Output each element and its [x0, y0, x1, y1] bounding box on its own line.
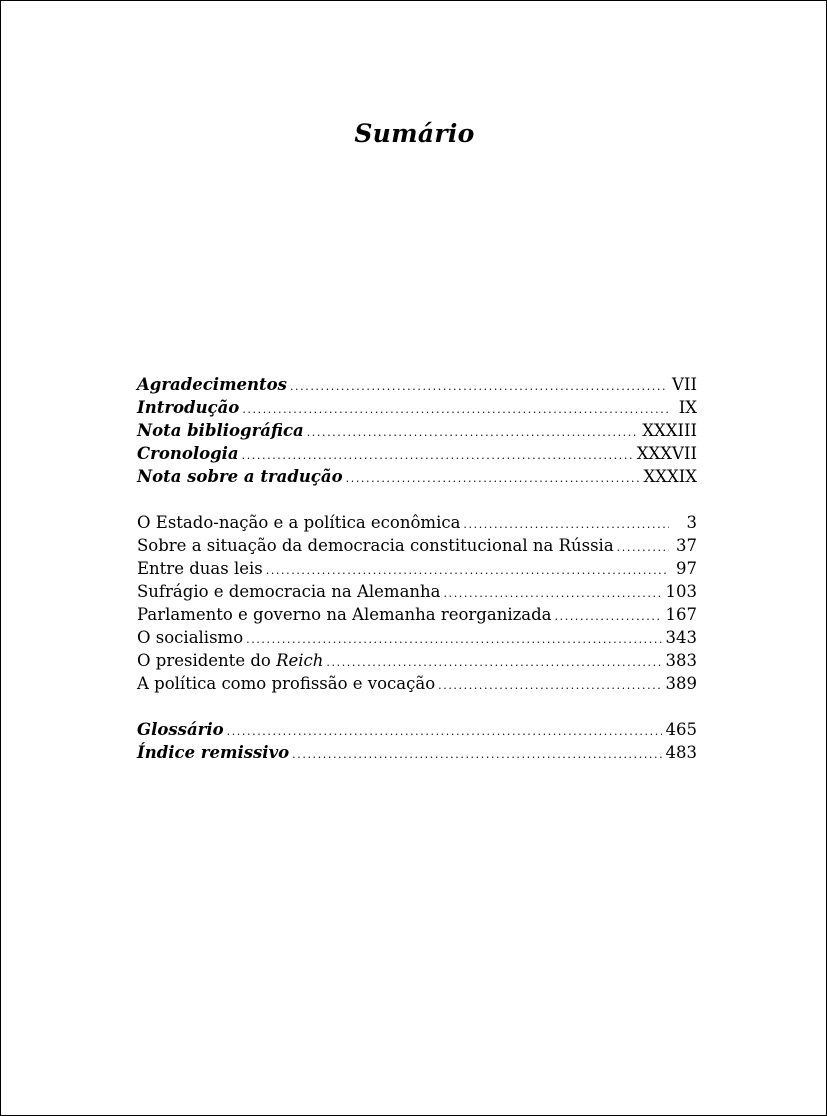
toc-entry-label: Cronologia	[137, 444, 239, 463]
toc-front-matter	[137, 373, 697, 488]
toc-entry-entre-duas-leis	[137, 557, 697, 580]
dot-leader	[227, 720, 662, 743]
toc-entry-page: 383	[665, 651, 697, 670]
toc-entry-label: Introdução	[137, 398, 240, 417]
page-title: Sumário	[354, 119, 475, 148]
toc-entry-label: Sufrágio e democracia na Alemanha	[137, 582, 441, 601]
toc-entry-label: Sobre a situação da democracia constitucional na Rússia	[137, 536, 614, 555]
toc-entry-label: O socialismo	[137, 628, 244, 647]
toc-entry-introducao	[137, 396, 697, 419]
dot-leader	[444, 582, 662, 605]
toc-entry-page: 167	[665, 605, 697, 624]
toc-entry-page: 3	[686, 513, 697, 532]
toc-entry-politica-profissao	[137, 672, 697, 695]
toc-entry-page: 97	[676, 559, 697, 578]
toc-entry-page: XXXIX	[643, 467, 697, 486]
toc-entry-label: Parlamento e governo na Alemanha reorganizada	[137, 605, 552, 624]
toc-entry-page: 103	[665, 582, 697, 601]
toc-entry-page: VII	[672, 375, 697, 394]
toc-entry-page: 37	[676, 536, 697, 555]
dot-leader	[617, 536, 669, 559]
dot-leader	[290, 375, 668, 398]
toc-entry-label: Agradecimentos	[137, 375, 287, 394]
toc-entry-indice-remissivo	[137, 741, 697, 764]
dot-leader	[438, 674, 661, 697]
dot-leader	[292, 743, 661, 766]
toc-chapters	[137, 511, 697, 695]
dot-leader	[326, 651, 661, 674]
toc-entry-nota-sobre-traducao	[137, 465, 697, 488]
toc-entry-page: 389	[665, 674, 697, 693]
toc-entry-democracia-russia	[137, 534, 697, 557]
toc-entry-glossario	[137, 718, 697, 741]
toc-entry-page: 483	[665, 743, 697, 762]
toc-entry-label	[137, 649, 323, 672]
dot-leader	[246, 628, 661, 651]
toc-entry-label: Índice remissivo	[137, 743, 290, 762]
dot-leader	[266, 559, 669, 582]
toc-entry-parlamento-governo	[137, 603, 697, 626]
toc-back-matter	[137, 718, 697, 764]
toc-entry-label: A política como profissão e vocação	[137, 674, 436, 693]
toc-entry-page: XXXIII	[642, 421, 697, 440]
dot-leader	[346, 467, 640, 490]
dot-leader	[242, 398, 669, 421]
toc-entry-presidente-reich	[137, 649, 697, 672]
toc-entry-nota-bibliografica	[137, 419, 697, 442]
dot-leader	[463, 513, 669, 536]
toc-entry-page: 343	[665, 628, 697, 647]
toc-entry-page: XXXVII	[636, 444, 697, 463]
toc-entry-label: Entre duas leis	[137, 559, 263, 578]
toc-entry-label: Nota bibliográfica	[137, 421, 304, 440]
toc-entry-estado-nacao	[137, 511, 697, 534]
toc-entry-socialismo	[137, 626, 697, 649]
toc-entry-sufragio	[137, 580, 697, 603]
toc-entry-page: 465	[665, 720, 697, 739]
toc-entry-label-emphasis: Reich	[276, 651, 324, 670]
toc-entry-page: IX	[678, 398, 697, 417]
dot-leader	[307, 421, 639, 444]
dot-leader	[242, 444, 633, 467]
toc-entry-label: Glossário	[137, 720, 224, 739]
toc-entry-cronologia	[137, 442, 697, 465]
dot-leader	[555, 605, 662, 628]
toc-entry-label-text: O presidente do	[137, 651, 277, 670]
toc-entry-agradecimentos	[137, 373, 697, 396]
toc-entry-label: O Estado-nação e a política econômica	[137, 513, 461, 532]
toc-entry-label: Nota sobre a tradução	[137, 467, 343, 486]
